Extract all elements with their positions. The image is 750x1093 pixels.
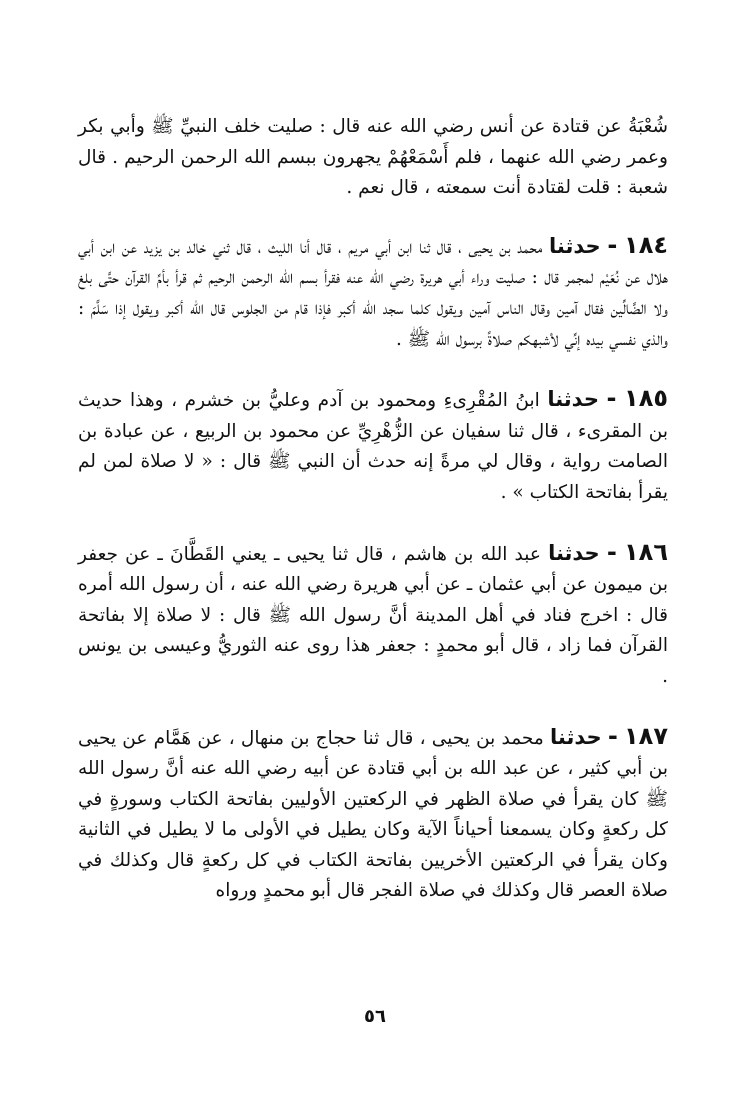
hadith-number: ١٨٧ xyxy=(624,721,668,750)
hadith-number: ١٨٥ xyxy=(624,384,668,413)
paragraph-text: عبد الله بن هاشم ، قال ثنا يحيى ـ يعني القَطَّانَ ـ عن جعفر بن ميمون عن أبي عثمان ـ عن أبي هريرة رضي الله عنه ، أن رسول الله أمره قال : اخرج فناد في أهل المدينة أنَّ رسول الله ﷺ قال : لا صلاة إلا بفاتحة القرآن فما زاد ، قال أبو محمدٍ : جعفر هذا روى عنه الثوريُّ وعيسى بن يونس . xyxy=(78,543,668,687)
hadith-keyword: حدثنا xyxy=(548,540,600,565)
paragraph-text: محمد بن يحيى ، قال ثنا حجاج بن منهال ، عن هَمَّام عن يحيى بن أبي كثير ، عن عبد الله بن أبي قتادة عن أبيه رضي الله عنه أنَّ رسول الله ﷺ كان يقرأ في صلاة الظهر في الركعتين الأوليين بفاتحة الكتاب وسورةٍ في كل ركعةٍ وكان يسمعنا أحياناً الآية وكان يطيل في الأولى ما لا يطيل في الثانية وكان يقرأ في الركعتين الأخريين بفاتحة الكتاب في كل ركعةٍ قال وكذلك في صلاة العصر قال وكذلك في صلاة الفجر قال أبو محمدٍ ورواه xyxy=(78,727,668,902)
hadith-186: ١٨٦ - حدثنا عبد الله بن هاشم ، قال ثنا يحيى ـ يعني القَطَّانَ ـ عن جعفر بن ميمون عن أبي عثمان ـ عن أبي هريرة رضي الله عنه ، أن رسول الله أمره قال : اخرج فناد في أهل المدينة أنَّ رسول الله ﷺ قال : لا صلاة إلا بفاتحة القرآن فما زاد ، قال أبو محمدٍ : جعفر هذا روى عنه الثوريُّ وعيسى بن يونس . xyxy=(78,537,668,687)
hadith-keyword: حدثنا xyxy=(547,387,599,412)
hadith-185: ١٨٥ - حدثنا ابنُ المُقْرِىءِ ومحمود بن آدم وعليُّ بن خشرم ، وهذا حديث بن المقرىء ، قال ثنا سفيان عن الزُّهْرِيِّ عن محمود بن الربيع ، عن عبادة بن الصامت رواية ، وقال لي مرةً إنه حدث أن النبي ﷺ قال : « لا صلاة لمن لم يقرأ بفاتحة الكتاب » . xyxy=(78,384,668,503)
paragraph-text: محمد بن يحيى ، قال ثنا ابن أبي مريم ، قال أنا الليث ، قال ثني خالد بن يزيد عن ابن أبي هلال عن نُعَيْم لمجمر قال : صليت وراء أبي هريرة رضي الله عنه فقرأ بسم الله الرحمن الرحيم ثم قرأ بأمِّ القرآن حتَّى بلغ ولا الضَّالِّين فقال آمين وقال الناس آمين ويقول كلما سجد الله أكبر فإذا قام من الجلوس قال الله أكبر ويقول إذا سَلَّمَ : والذي نفسي بيده إنِّي لأشبهكم صلاةً برسول الله ﷺ . xyxy=(78,236,668,350)
paragraph-text: شُعْبَةُ عن قتادة عن أنس رضي الله عنه قال : صليت خلف النبيِّ ﷺ وأبي بكر وعمر رضي الله عنهما ، فلم أَسْمَعْهُمْ يجهرون ببسم الله الرحمن الرحيم . قال شعبة : قلت لقتادة أنت سمعته ، قال نعم . xyxy=(78,116,668,199)
page-body xyxy=(78,112,668,935)
hadith-keyword: حدثنا xyxy=(549,233,601,258)
paragraph-intro xyxy=(78,112,668,204)
hadith-number: ١٨٦ xyxy=(624,537,668,566)
paragraph-text: ابنُ المُقْرِىءِ ومحمود بن آدم وعليُّ بن خشرم ، وهذا حديث بن المقرىء ، قال ثنا سفيان عن الزُّهْرِيِّ عن محمود بن الربيع ، عن عبادة بن الصامت رواية ، وقال لي مرةً إنه حدث أن النبي ﷺ قال : « لا صلاة لمن لم يقرأ بفاتحة الكتاب » . xyxy=(78,390,668,503)
hadith-184: ١٨٤ - حدثنا محمد بن يحيى ، قال ثنا ابن أبي مريم ، قال أنا الليث ، قال ثني خالد بن يزيد عن ابن أبي هلال عن نُعَيْم لمجمر قال : صليت وراء أبي هريرة رضي الله عنه فقرأ بسم الله الرحمن الرحيم ثم قرأ بأمِّ القرآن حتَّى بلغ ولا الضَّالِّين فقال آمين وقال الناس آمين ويقول كلما سجد الله أكبر فإذا قام من الجلوس قال الله أكبر ويقول إذا سَلَّمَ : والذي نفسي بيده إنِّي لأشبهكم صلاةً برسول الله ﷺ . xyxy=(78,230,668,350)
hadith-187: ١٨٧ - حدثنا محمد بن يحيى ، قال ثنا حجاج بن منهال ، عن هَمَّام عن يحيى بن أبي كثير ، عن عبد الله بن أبي قتادة عن أبيه رضي الله عنه أنَّ رسول الله ﷺ كان يقرأ في صلاة الظهر في الركعتين الأوليين بفاتحة الكتاب وسورةٍ في كل ركعةٍ وكان يسمعنا أحياناً الآية وكان يطيل في الأولى ما لا يطيل في الثانية وكان يقرأ في الركعتين الأخريين بفاتحة الكتاب في كل ركعةٍ قال وكذلك في صلاة العصر قال وكذلك في صلاة الفجر قال أبو محمدٍ ورواه xyxy=(78,721,668,902)
page-number: ٥٦ xyxy=(364,1006,386,1027)
hadith-keyword: حدثنا xyxy=(550,724,602,749)
hadith-number: ١٨٤ xyxy=(624,230,668,259)
